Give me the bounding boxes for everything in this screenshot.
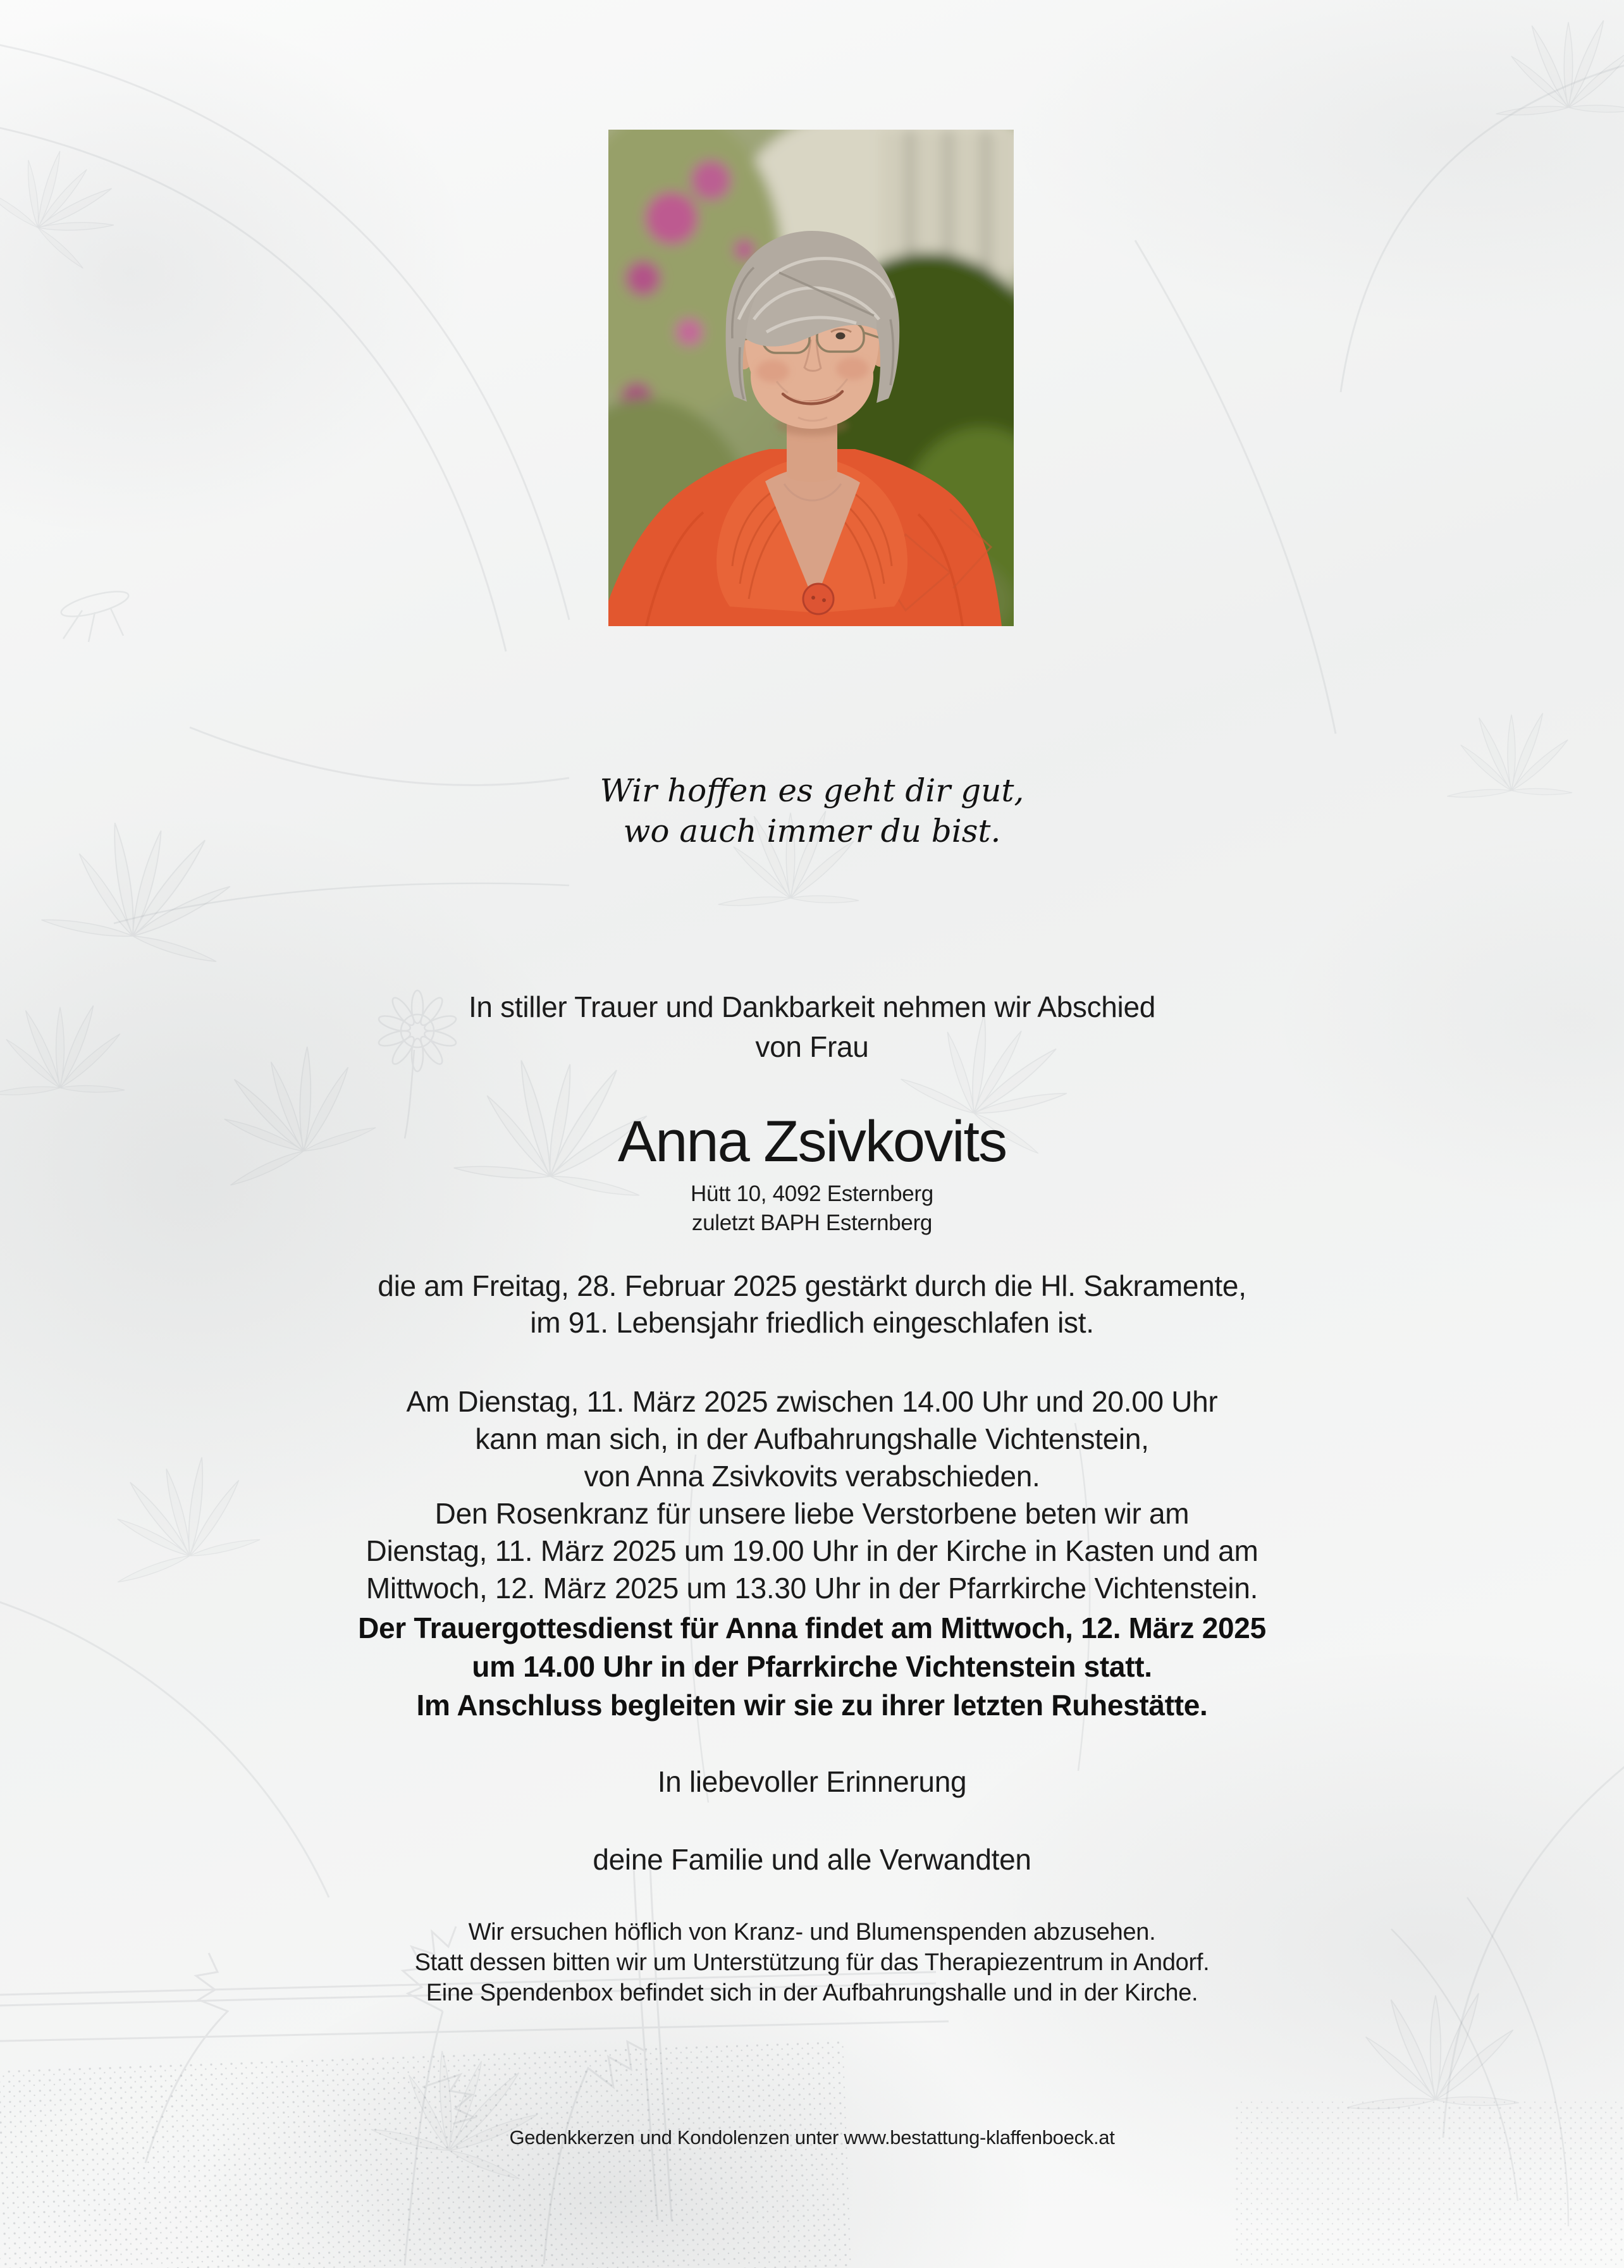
schedule-line: von Anna Zsivkovits verabschieden. (584, 1460, 1040, 1493)
remembrance-line: In liebevoller Erinnerung (657, 1765, 967, 1798)
schedule-line: Mittwoch, 12. März 2025 um 13.30 Uhr in der Pfarrkirche Vichtenstein. (366, 1572, 1258, 1605)
portrait-photo (608, 130, 1014, 626)
deceased-last-residence: zuletzt BAPH Esternberg (691, 1211, 933, 1235)
passing-notice (0, 1267, 1624, 1341)
visitation-schedule (0, 1383, 1624, 1607)
quote-line: wo auch immer du bist. (623, 813, 1001, 849)
donation-line: Statt dessen bitten wir um Unterstützung für das Therapiezentrum in Andorf. (414, 1949, 1210, 1976)
deceased-name: Anna Zsivkovits (617, 1109, 1007, 1174)
funeral-line: Der Trauergottesdienst für Anna findet am Mittwoch, 12. März 2025 (358, 1612, 1266, 1644)
quote-line: Wir hoffen es geht dir gut, (600, 772, 1024, 809)
deceased-address-block (0, 1180, 1624, 1238)
schedule-line: Am Dienstag, 11. März 2025 zwischen 14.00 Uhr und 20.00 Uhr (406, 1385, 1218, 1418)
intro-line: In stiller Trauer und Dankbarkeit nehmen wir Abschied (468, 990, 1156, 1023)
family-signature: deine Familie und alle Verwandten (593, 1843, 1031, 1876)
memorial-quote (0, 770, 1624, 851)
donation-line: Wir ersuchen höflich von Kranz- und Blumenspenden abzusehen. (468, 1919, 1156, 1945)
schedule-line: kann man sich, in der Aufbahrungshalle Vichtenstein, (475, 1422, 1149, 1455)
deceased-address: Hütt 10, 4092 Esternberg (691, 1181, 933, 1206)
funeral-line: um 14.00 Uhr in der Pfarrkirche Vichtenstein statt. (472, 1650, 1152, 1683)
donation-note (0, 1917, 1624, 2008)
funeral-service-announcement (0, 1609, 1624, 1725)
intro-line: von Frau (755, 1030, 869, 1063)
condolence-website-line: Gedenkkerzen und Kondolenzen unter www.bestattung-klaffenboeck.at (509, 2126, 1115, 2148)
donation-line: Eine Spendenbox befindet sich in der Aufbahrungshalle und in der Kirche. (426, 1980, 1198, 2006)
schedule-line: Den Rosenkranz für unsere liebe Verstorbene beten wir am (434, 1497, 1190, 1530)
funeral-line: Im Anschluss begleiten wir sie zu ihrer letzten Ruhestätte. (416, 1689, 1208, 1722)
passing-line: die am Freitag, 28. Februar 2025 gestärkt durch die Hl. Sakramente, (378, 1269, 1246, 1302)
intro-text (0, 987, 1624, 1067)
schedule-line: Dienstag, 11. März 2025 um 19.00 Uhr in der Kirche in Kasten und am (366, 1534, 1258, 1567)
passing-line: im 91. Lebensjahr friedlich eingeschlafen ist. (530, 1306, 1094, 1339)
